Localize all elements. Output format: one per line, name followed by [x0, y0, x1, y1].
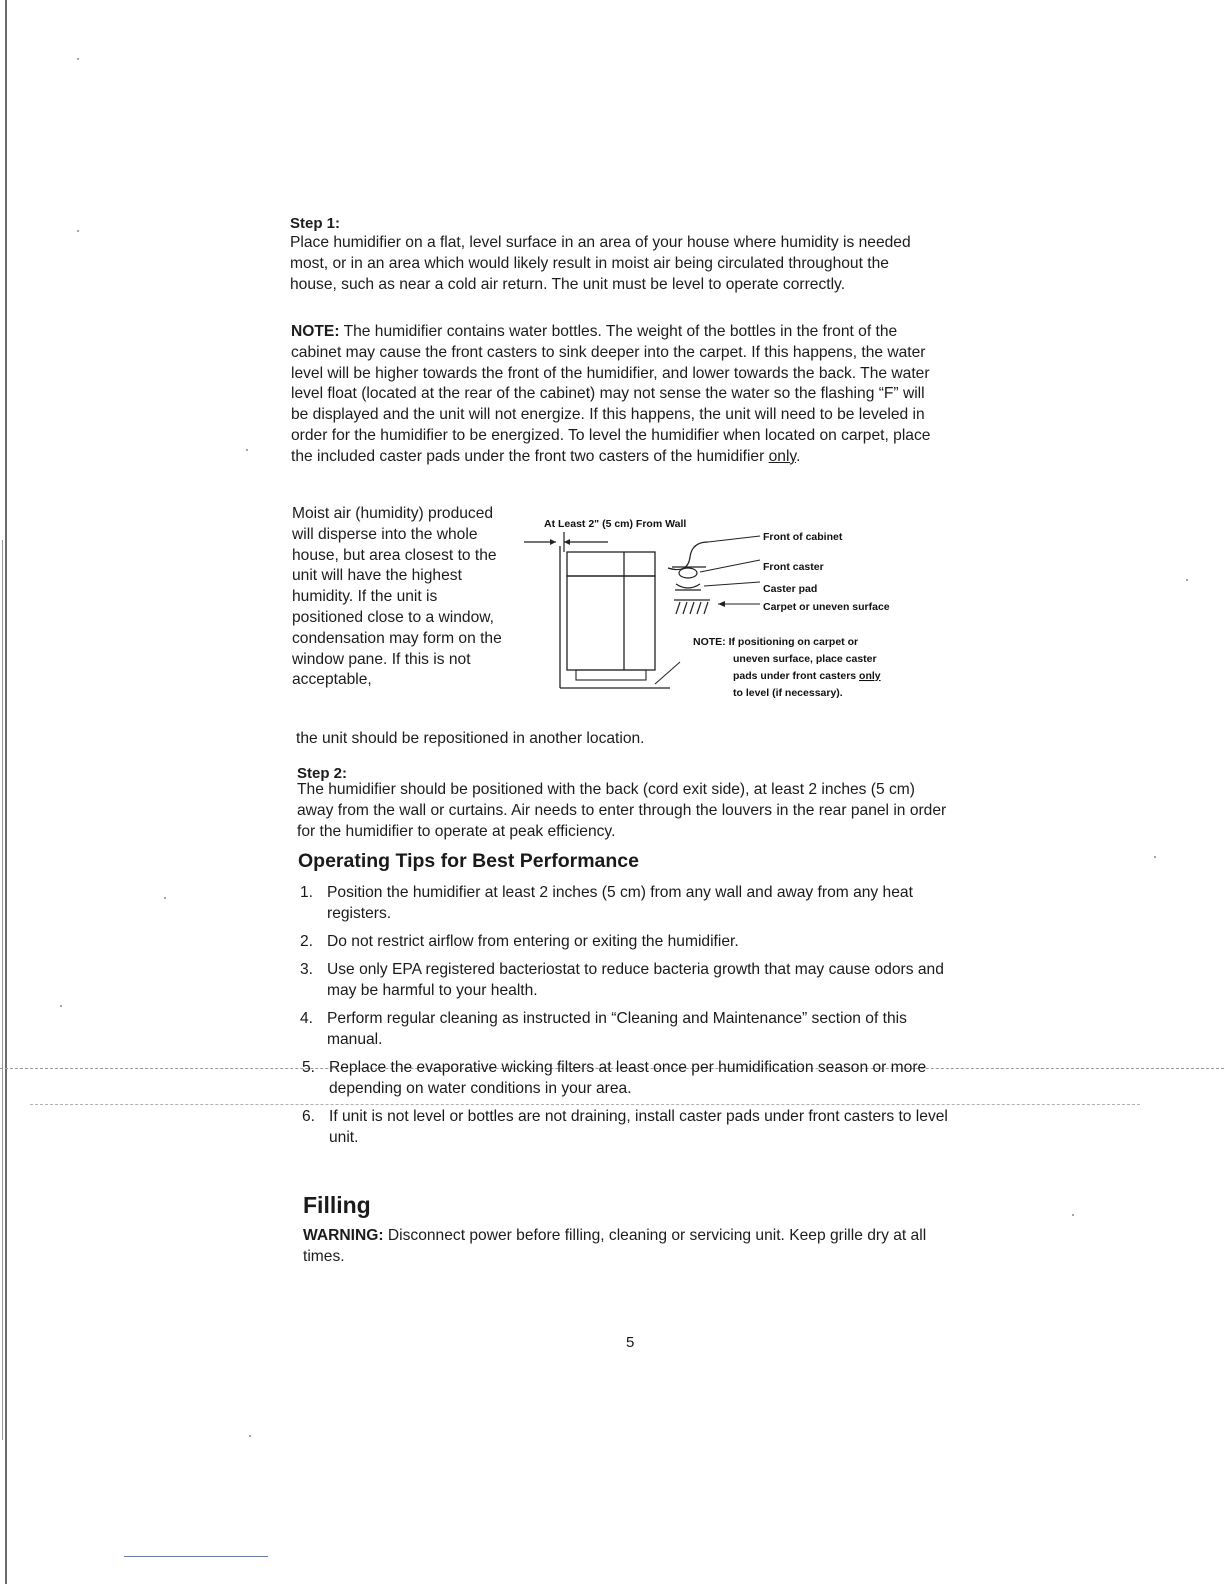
- step2-title: Step 2:: [297, 765, 348, 782]
- scan-speck: [77, 58, 79, 60]
- step2-body: The humidifier should be positioned with the back (cord exit side), at least 2 inches (5 cm) away from the wall or curtains. Air needs to enter through the louvers in the rear panel in order for the humidifier to operate at peak efficiency.: [297, 781, 947, 840]
- front-caster-label: Front caster: [763, 561, 824, 573]
- carpet-hatching: [676, 602, 708, 614]
- list-number: 6.: [302, 1108, 316, 1125]
- note-text: The humidifier contains water bottles. The weight of the bottles in the front of the cabinet may cause the front casters to sink deeper into the carpet. If this happens, the water level will be higher towards the front of the humidifier, and lower towards the back. The water level float (located at the rear of the cabinet) may not sense the water so the flashing “F” will be displayed and the unit will not energize. If this happens, the unit will need to be leveled in order for the humidifier to be energized. To level the humidifier when located on carpet, place the included caster pads under the front two casters of the humidifier: [291, 323, 931, 465]
- list-text: Use only EPA registered bacteriostat to reduce bacteria growth that may cause odors and may be harmful to your health.: [327, 961, 944, 999]
- diagram-note-line1: NOTE: If positioning on carpet or: [693, 636, 859, 648]
- scan-speck: [164, 897, 166, 899]
- operating-tips-heading: Operating Tips for Best Performance: [298, 850, 639, 872]
- scan-speck: [1072, 1214, 1074, 1216]
- list-item: [300, 931, 960, 952]
- list-text: Position the humidifier at least 2 inches (5 cm) from any wall and away from any heat registers.: [327, 884, 913, 922]
- list-text: Perform regular cleaning as instructed in “Cleaning and Maintenance” section of this manual.: [327, 1010, 907, 1048]
- list-number: 4.: [300, 1010, 314, 1027]
- cabinet-base: [576, 670, 646, 680]
- scan-speck: [1154, 856, 1156, 858]
- note-paragraph: [291, 322, 941, 468]
- leader-line: [655, 662, 680, 684]
- list-item: [302, 1106, 960, 1148]
- arrow-head: [564, 539, 570, 545]
- moist-air-last-line: the unit should be repositioned in another location.: [296, 730, 645, 747]
- diagram-note-emphasis: only: [859, 670, 881, 682]
- cabinet-top: [567, 552, 655, 576]
- cabinet-body: [567, 576, 655, 670]
- arrow-head: [718, 601, 725, 607]
- warning-text: Disconnect power before filling, cleaning or servicing unit. Keep grille dry at all times.: [303, 1227, 927, 1265]
- warning-paragraph: [303, 1226, 943, 1268]
- list-item: [300, 1008, 960, 1050]
- list-text: If unit is not level or bottles are not draining, install caster pads under front casters to level unit.: [329, 1108, 948, 1146]
- diagram-note-line3: [733, 670, 881, 682]
- diagram-note-line4: to level (if necessary).: [733, 687, 843, 699]
- note-label: NOTE:: [291, 323, 340, 340]
- note-text-end: .: [796, 447, 801, 465]
- diagram-note-line3-text: pads under front casters: [733, 670, 860, 682]
- front-caster: [679, 568, 697, 578]
- scan-speck: [1186, 579, 1188, 581]
- list-text: Do not restrict airflow from entering or exiting the humidifier.: [327, 933, 739, 950]
- list-number: 1.: [300, 884, 314, 901]
- front-cabinet-leader: [708, 536, 760, 542]
- wall-distance-label: At Least 2" (5 cm) From Wall: [544, 518, 687, 530]
- bottom-rule: [124, 1556, 268, 1557]
- caster-pad-label: Caster pad: [763, 583, 818, 595]
- list-item: [302, 1057, 960, 1099]
- step1-body: Place humidifier on a flat, level surface in an area of your house where humidity is needed most, or in an area which would likely result in moist air being circulated throughout the house, such as near a cold air return. The unit must be level to operate correctly.: [290, 234, 911, 293]
- scan-speck: [60, 1005, 62, 1007]
- list-text: Replace the evaporative wicking filters at least once per humidification season or more depending on water conditions in your area.: [329, 1059, 927, 1097]
- scan-speck: [249, 1435, 251, 1437]
- operating-tips-list: [300, 882, 960, 1155]
- caster-leader: [700, 560, 760, 572]
- caster-pad: [676, 584, 700, 588]
- list-number: 3.: [300, 961, 314, 978]
- note-emphasis: only: [768, 447, 797, 465]
- filling-heading: Filling: [303, 1192, 371, 1218]
- step1-title: Step 1:: [290, 215, 341, 232]
- list-number: 2.: [300, 933, 314, 950]
- scan-left-edge: [5, 0, 7, 1584]
- placement-diagram: [520, 512, 940, 702]
- arrow-head: [550, 539, 556, 545]
- list-item: [300, 882, 960, 924]
- front-cabinet-curve: [668, 542, 708, 570]
- list-number: 5.: [302, 1059, 316, 1076]
- carpet-label: Carpet or uneven surface: [763, 601, 890, 613]
- diagram-note-line2: uneven surface, place caster: [733, 653, 877, 665]
- pad-leader: [704, 582, 760, 586]
- scan-speck: [77, 230, 79, 232]
- scan-speck: [246, 449, 248, 451]
- page-number: 5: [626, 1334, 635, 1351]
- front-of-cabinet-label: Front of cabinet: [763, 531, 843, 543]
- scan-left-edge-faint: [2, 540, 3, 1440]
- warning-label: WARNING:: [303, 1227, 384, 1244]
- moist-air-text: Moist air (humidity) produced will disperse into the whole house, but area closest to the unit will have the highest humidity. If the unit is positioned close to a window, condensation may form on the window pane. If this is not acceptable,: [292, 505, 502, 689]
- list-item: [300, 959, 960, 1001]
